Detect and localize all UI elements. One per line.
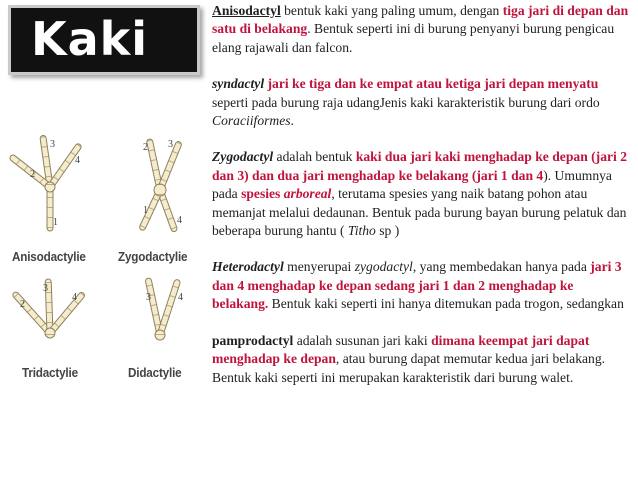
paragraph-text: menyerupai bbox=[283, 259, 355, 275]
highlight-italic-text: arboreal bbox=[283, 186, 332, 202]
highlight-text: kaki dua jari kaki menghadap ke depan (jari 2 dan 3) dan dua jari menghadap ke belakang (jari 1 dan 4 bbox=[212, 149, 628, 183]
toe-number: 4 bbox=[75, 155, 80, 166]
term-pamprodactyl: pamprodactyl bbox=[212, 332, 294, 348]
highlight-text: spesies bbox=[241, 186, 284, 202]
toe-number: 1 bbox=[53, 217, 58, 228]
paragraph-text: . bbox=[290, 113, 294, 129]
zygodactylie-label: Zygodactylie bbox=[118, 249, 188, 264]
highlight-text: jari ke tiga dan ke empat atau ketiga jari depan menyatu bbox=[264, 76, 599, 92]
paragraph-text: seperti pada burung raja udangJenis kaki karakteristik burung dari ordo bbox=[212, 94, 600, 110]
anisodactylie-label: Anisodactylie bbox=[12, 249, 86, 264]
toe-number: 4 bbox=[178, 292, 183, 303]
toe-number: 4 bbox=[177, 215, 182, 226]
toe-number: 3 bbox=[146, 292, 151, 303]
didactylie-label: Didactylie bbox=[128, 365, 182, 380]
highlight-text: dimana keempat jari dapat menghadap ke depan bbox=[212, 332, 590, 367]
page-title: Kaki bbox=[31, 12, 149, 66]
term-heterodactyl: Heterodactyl bbox=[212, 259, 284, 275]
italic-text: zygodactyl bbox=[354, 259, 413, 275]
italic-text: Titho bbox=[347, 223, 376, 239]
term-syndactyl: syndactyl bbox=[212, 76, 265, 92]
paragraph-text: , terutama spesies yang naik batang pohon atau memanjat melalui dedaunan. Bentuk pada burung bayan burung pelatuk dan beberapa burung hantu ( bbox=[212, 186, 627, 239]
toe-number: 2 bbox=[30, 169, 35, 180]
foot-diagram bbox=[0, 95, 210, 479]
paragraph-anisodactyl bbox=[212, 2, 632, 57]
title-box bbox=[8, 5, 200, 75]
paragraph-text: adalah bentuk bbox=[273, 149, 356, 165]
toe-number: 2 bbox=[143, 142, 148, 153]
paragraph-text: , yang membedakan hanya pada bbox=[412, 259, 591, 275]
term-anisodactyl: Anisodactyl bbox=[212, 3, 281, 18]
highlight-text: tiga jari di depan dan satu di belakang bbox=[212, 3, 629, 37]
term-zygodactyl: Zygodactyl bbox=[212, 149, 274, 165]
paragraph-heterodactyl bbox=[212, 258, 632, 313]
toe-number: 3 bbox=[168, 139, 173, 150]
paragraph-syndactyl bbox=[212, 75, 632, 130]
paragraph-text: bentuk kaki yang paling umum, dengan bbox=[280, 3, 503, 18]
highlight-text: jari 3 dan 4 menghadap ke depan sedang jari 1 dan 2 menghadap ke belakang. bbox=[212, 259, 622, 312]
tridactylie-label: Tridactylie bbox=[22, 365, 78, 380]
paragraph-pamprodactyl bbox=[212, 332, 632, 387]
toe-number: 4 bbox=[72, 292, 77, 303]
toe-number: 3 bbox=[43, 283, 48, 294]
paragraph-zygodactyl bbox=[212, 148, 632, 240]
foot-diagram-svg bbox=[0, 95, 210, 479]
paragraph-text: . Bentuk seperti ini di burung penyanyi burung pengicau elang rajawali dan falcon. bbox=[212, 21, 615, 55]
toe-number: 1 bbox=[143, 205, 148, 216]
text-column bbox=[212, 2, 632, 405]
italic-text: Coraciiformes bbox=[212, 113, 291, 129]
paragraph-text: , atau burung dapat memutar kedua jari belakang. Bentuk kaki seperti ini merupakan karakteristik dari burung walet. bbox=[212, 351, 606, 385]
paragraph-text: adalah susunan jari kaki bbox=[293, 332, 432, 348]
paragraph-text: ). Umumnya pada bbox=[212, 167, 612, 202]
toe-number: 3 bbox=[50, 139, 55, 150]
paragraph-text: Bentuk kaki seperti ini hanya ditemukan pada trogon, sedangkan bbox=[268, 296, 624, 312]
paragraph-text: sp ) bbox=[375, 223, 400, 239]
toe-number: 2 bbox=[20, 299, 25, 310]
anisodactylie-foot bbox=[9, 135, 83, 231]
didactylie-foot bbox=[145, 278, 181, 340]
